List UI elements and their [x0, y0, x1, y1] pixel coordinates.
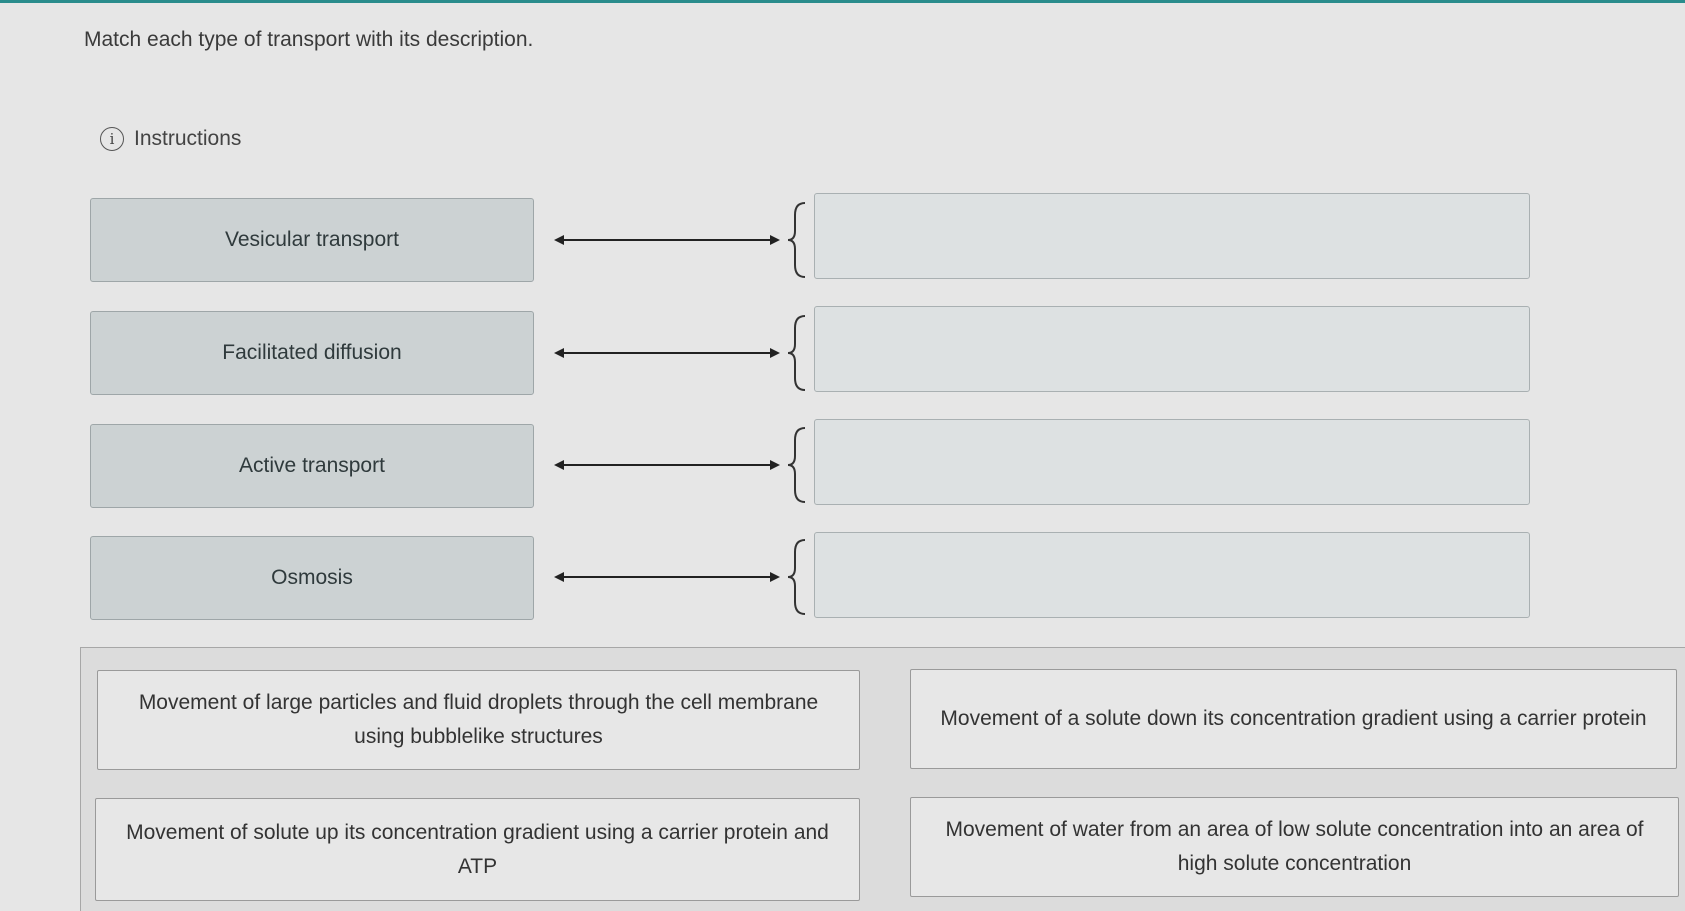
term-facilitated-diffusion: Facilitated diffusion	[90, 311, 534, 395]
instructions-toggle[interactable]	[100, 127, 241, 151]
answer-card-vesicular-description[interactable]	[97, 670, 860, 770]
term-osmosis: Osmosis	[90, 536, 534, 620]
answer-card-text: Movement of water from an area of low solute concentration into an area of high solute concentration	[945, 818, 1644, 875]
drop-zone-vesicular-transport[interactable]	[814, 193, 1530, 279]
answer-card-active-description[interactable]	[95, 798, 860, 901]
connector-arrow-4	[548, 532, 838, 622]
instructions-label: Instructions	[134, 127, 242, 150]
connector-arrow-2	[548, 308, 838, 398]
drop-zone-facilitated-diffusion[interactable]	[814, 306, 1530, 392]
term-active-transport: Active transport	[90, 424, 534, 508]
answer-card-facilitated-description[interactable]	[910, 669, 1677, 769]
connector-arrow-1	[548, 195, 838, 285]
drop-zone-osmosis[interactable]	[814, 532, 1530, 618]
answer-card-text: Movement of large particles and fluid droplets through the cell membrane using bubblelike structures	[138, 691, 819, 748]
answer-card-text: Movement of a solute down its concentration gradient using a carrier protein	[940, 707, 1647, 730]
info-icon: i	[100, 127, 124, 151]
drop-zone-active-transport[interactable]	[814, 419, 1530, 505]
connector-arrow-3	[548, 420, 838, 510]
question-prompt: Match each type of transport with its description.	[84, 28, 534, 51]
top-accent-bar	[0, 0, 1685, 3]
answer-card-text: Movement of solute up its concentration gradient using a carrier protein and ATP	[126, 820, 829, 878]
answer-card-osmosis-description[interactable]	[910, 797, 1679, 897]
term-vesicular-transport: Vesicular transport	[90, 198, 534, 282]
